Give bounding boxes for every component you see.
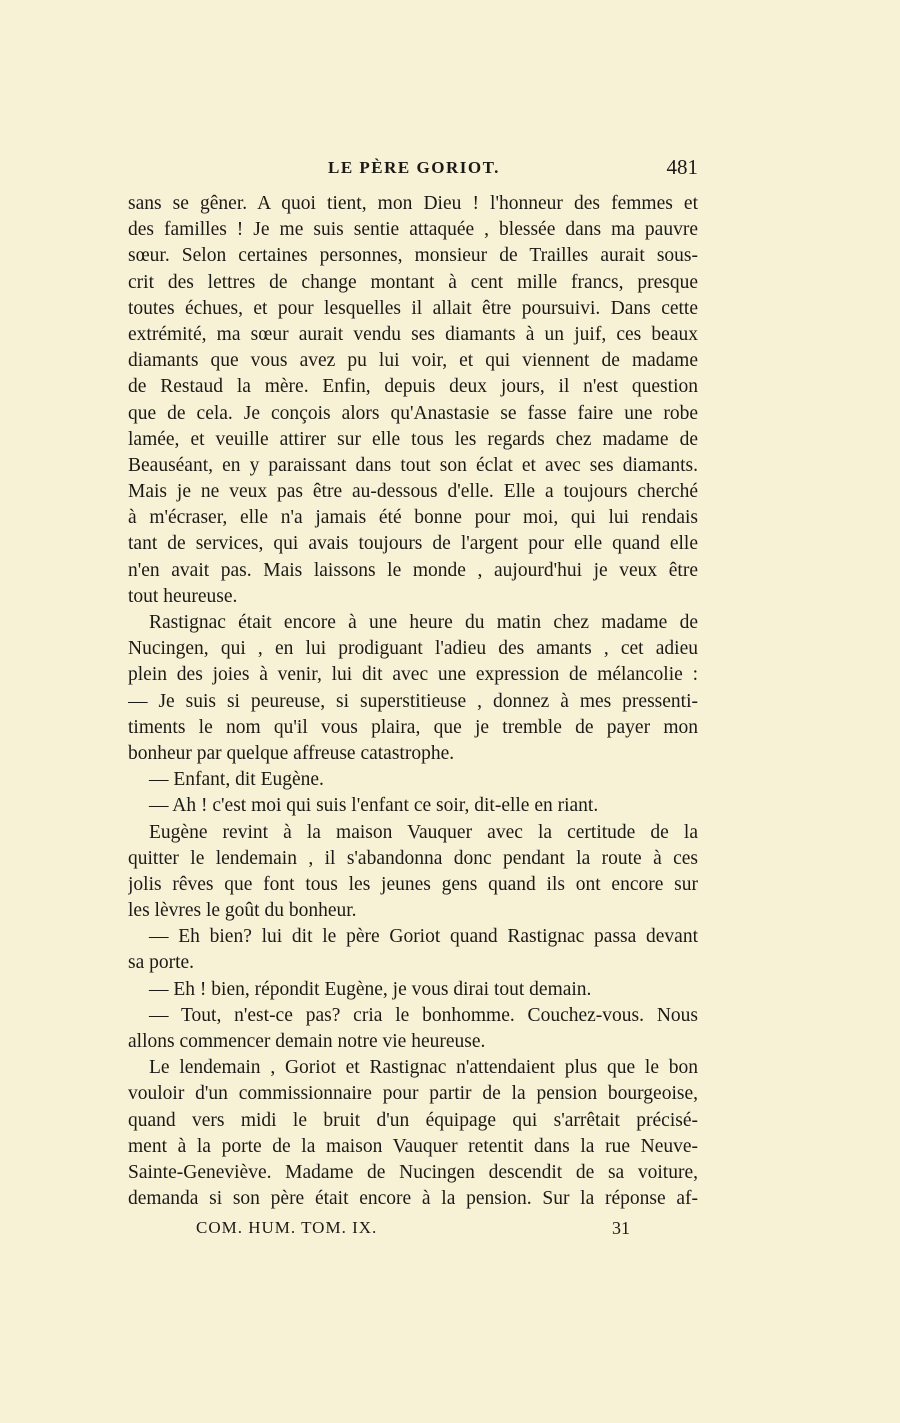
text-line: — Tout, n'est-ce pas? cria le bonhomme. Couchez-vous. Nous xyxy=(149,1004,698,1026)
text-line: Sainte-Geneviève. Madame de Nucingen descendit de sa voiture, xyxy=(128,1161,698,1183)
text-line: tant de services, qui avais toujours de l'argent pour elle quand elle xyxy=(128,533,698,555)
text-line: demanda si son père était encore à la pension. Sur la réponse af- xyxy=(128,1188,698,1210)
page-footer xyxy=(128,1218,698,1242)
text-line: — Eh bien? lui dit le père Goriot quand Rastignac passa devant xyxy=(149,926,698,948)
running-title: LE PÈRE GORIOT. xyxy=(328,158,500,177)
text-line: allons commencer demain notre vie heureuse. xyxy=(128,1031,486,1052)
text-line: plein des joies à venir, lui dit avec une expression de mélancolie : xyxy=(128,664,698,686)
text-line: vouloir d'un commissionnaire pour partir de la pension bourgeoise, xyxy=(128,1083,698,1105)
text-line: — Je suis si peureuse, si superstitieuse , donnez à mes pressenti- xyxy=(128,690,698,712)
page-number: 481 xyxy=(666,155,698,179)
text-line: — Eh ! bien, répondit Eugène, je vous dirai tout demain. xyxy=(149,978,592,1000)
text-line: quand vers midi le bruit d'un équipage qui s'arrêtait précisé- xyxy=(128,1109,698,1131)
text-line: Rastignac était encore à une heure du matin chez madame de xyxy=(149,612,698,633)
text-line: sans se gêner. A quoi tient, mon Dieu ! l'honneur des femmes et xyxy=(128,193,698,214)
text-line: sœur. Selon certaines personnes, monsieur de Trailles aurait sous- xyxy=(128,245,698,267)
text-line: toutes échues, et pour lesquelles il allait être poursuivi. Dans cette xyxy=(128,297,698,319)
text-line: quitter le lendemain , il s'abandonna donc pendant la route à ces xyxy=(128,847,698,869)
text-line: jolis rêves que font tous les jeunes gens quand ils ont encore sur xyxy=(128,873,698,895)
text-line: bonheur par quelque affreuse catastrophe. xyxy=(128,742,455,764)
text-line: diamants que vous avez pu lui voir, et qui viennent de madame xyxy=(128,350,698,372)
text-line: — Enfant, dit Eugène. xyxy=(149,769,324,791)
text-line: à m'écraser, elle n'a jamais été bonne pour moi, qui lui rendais xyxy=(128,507,698,529)
text-line: extrémité, ma sœur aurait vendu ses diamants à un juif, ces beaux xyxy=(128,323,698,345)
text-line: que de cela. Je conçois alors qu'Anastasie se fasse faire une robe xyxy=(128,402,698,424)
text-line: sa porte. xyxy=(128,952,195,974)
text-line: crit des lettres de change montant à cent mille francs, presque xyxy=(128,271,698,293)
text-line: timents le nom qu'il vous plaira, que je tremble de payer mon xyxy=(128,716,698,738)
text-line: des familles ! Je me suis sentie attaquée , blessée dans ma pauvre xyxy=(128,219,698,241)
text-line: de Restaud la mère. Enfin, depuis deux jours, il n'est question xyxy=(128,376,698,398)
text-line: Nucingen, qui , en lui prodiguant l'adieu des amants , cet adieu xyxy=(128,638,698,660)
page-header xyxy=(128,155,698,184)
signature-mark: COM. HUM. TOM. IX. xyxy=(196,1218,378,1237)
text-line: ment à la porte de la maison Vauquer retentit dans la rue Neuve- xyxy=(128,1135,698,1157)
text-line: Le lendemain , Goriot et Rastignac n'attendaient plus que le bon xyxy=(149,1057,698,1079)
text-line: — Ah ! c'est moi qui suis l'enfant ce soir, dit-elle en riant. xyxy=(149,795,599,817)
sheet-number: 31 xyxy=(612,1218,630,1238)
text-line: Mais je ne veux pas être au-dessous d'elle. Elle a toujours cherché xyxy=(128,481,698,503)
text-line: lamée, et veuille attirer sur elle tous les regards chez madame de xyxy=(128,428,698,450)
text-line: tout heureuse. xyxy=(128,585,238,607)
text-line: les lèvres le goût du bonheur. xyxy=(128,900,357,922)
text-line: n'en avait pas. Mais laissons le monde , aujourd'hui je veux être xyxy=(128,559,698,581)
text-line: Eugène revint à la maison Vauquer avec la certitude de la xyxy=(149,821,698,843)
body-text xyxy=(128,191,698,1212)
text-line: Beauséant, en y paraissant dans tout son éclat et avec ses diamants. xyxy=(128,454,698,476)
